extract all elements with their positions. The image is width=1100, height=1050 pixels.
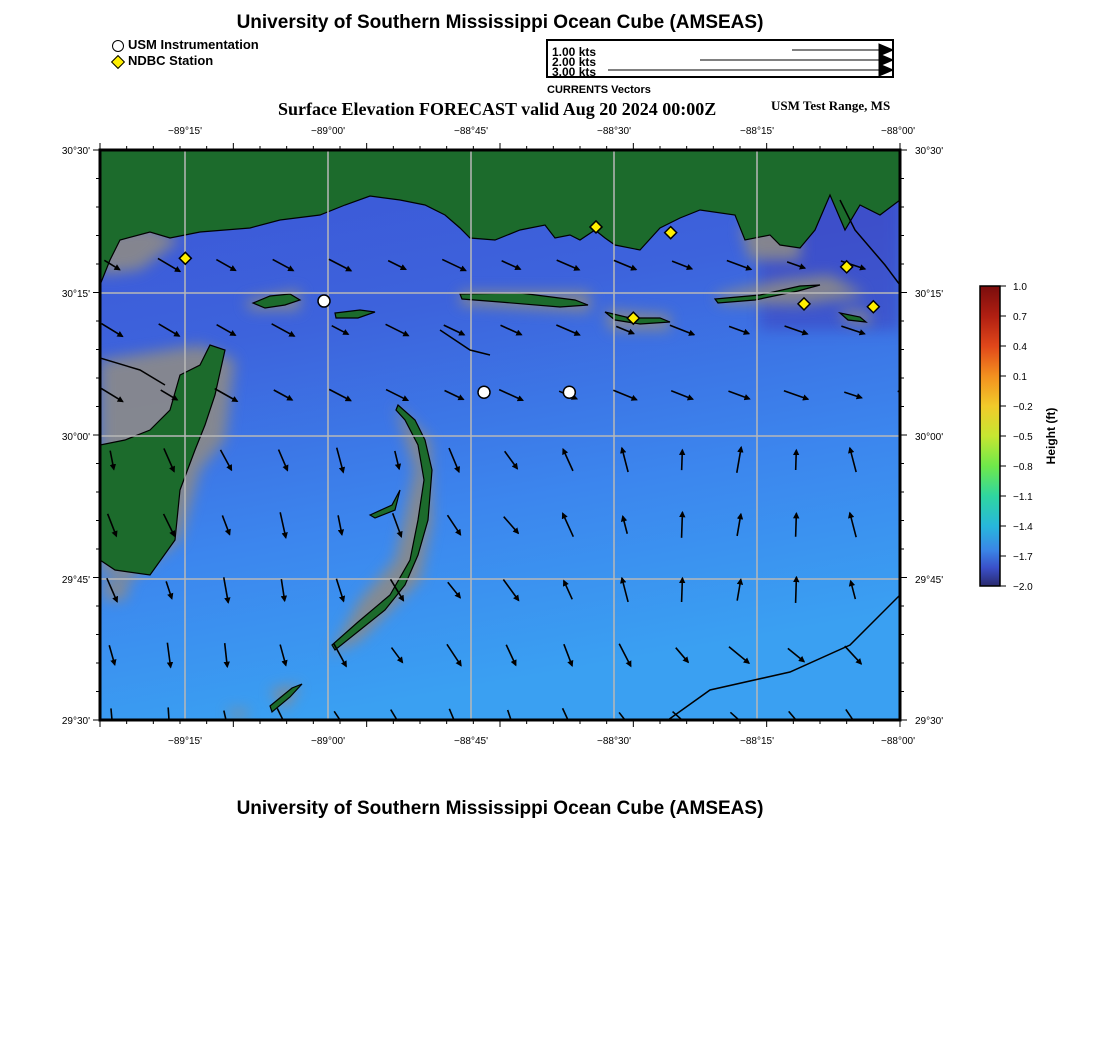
current-vector (796, 450, 797, 470)
colorbar-tick: −1.7 (1013, 552, 1033, 563)
current-vector (905, 449, 915, 471)
map-area (100, 150, 922, 733)
page-title: University of Southern Mississippi Ocean Cube (AMSEAS) (236, 12, 764, 33)
current-vector (899, 262, 921, 269)
usm-station-marker[interactable] (318, 295, 330, 307)
lat-label: 29°45' (915, 575, 944, 586)
lon-label: −88°00' (881, 736, 915, 747)
colorbar-title: Height (ft) (1044, 407, 1058, 465)
vector-scale-caption: CURRENTS Vectors (547, 84, 651, 96)
lat-label: 29°30' (61, 716, 90, 727)
lon-label: −88°00' (881, 126, 915, 137)
scale-label-2: 2.00 kts (552, 55, 597, 69)
lon-label: −89°00' (311, 736, 345, 747)
colorbar-tick: −1.4 (1013, 522, 1033, 533)
page-title-bottom: University of Southern Mississippi Ocean Cube (AMSEAS) (236, 798, 764, 819)
usm-station-marker[interactable] (478, 386, 490, 398)
lon-label: −89°15' (168, 126, 202, 137)
colorbar-tick: 1.0 (1013, 282, 1027, 293)
colorbar-tick: −2.0 (1013, 582, 1033, 593)
lon-label: −88°15' (740, 126, 774, 137)
colorbar-tick: −0.2 (1013, 402, 1033, 413)
colorbar-tick: −1.1 (1013, 492, 1033, 503)
current-vector (903, 645, 918, 665)
lat-label: 30°00' (61, 432, 90, 443)
lat-label: 30°15' (915, 289, 944, 300)
lon-label: −88°45' (454, 126, 488, 137)
current-vector (682, 512, 683, 538)
current-vector (905, 578, 916, 601)
lon-labels-top (168, 126, 915, 137)
colorbar-bar (980, 286, 1000, 586)
lat-label: 29°45' (61, 575, 90, 586)
lon-labels-bottom (168, 736, 915, 747)
map-title: Surface Elevation FORECAST valid Aug 20 2024 00:00Z (278, 99, 717, 119)
colorbar-tick: 0.1 (1013, 372, 1027, 383)
lat-label: 30°15' (61, 289, 90, 300)
colorbar-tick: 0.7 (1013, 312, 1027, 323)
lat-label: 30°30' (915, 146, 944, 157)
legend-ndbc-label: NDBC Station (128, 53, 214, 68)
current-vector (900, 327, 920, 333)
lat-labels-right (915, 146, 943, 727)
colorbar-tick: −0.5 (1013, 432, 1033, 443)
lon-label: −88°30' (597, 736, 631, 747)
scale-label-1: 1.00 kts (552, 45, 597, 59)
lat-label: 29°30' (915, 716, 944, 727)
current-vector (682, 450, 683, 470)
current-vector (906, 516, 914, 534)
scale-label-3: 3.00 kts (552, 65, 597, 79)
lat-label: 30°30' (61, 146, 90, 157)
current-vector (796, 577, 797, 603)
colorbar-tick: 0.4 (1013, 342, 1027, 353)
lon-label: −88°45' (454, 736, 488, 747)
lon-label: −88°30' (597, 126, 631, 137)
lat-label: 30°00' (915, 432, 944, 443)
current-vector (682, 578, 683, 602)
lon-label: −89°00' (311, 126, 345, 137)
lon-label: −89°15' (168, 736, 202, 747)
legend-usm-label: USM Instrumentation (128, 37, 259, 52)
current-vector (796, 513, 797, 536)
colorbar (980, 282, 1058, 593)
lon-label: −88°15' (740, 736, 774, 747)
colorbar-tick: −0.8 (1013, 462, 1033, 473)
usm-station-marker[interactable] (563, 386, 575, 398)
range-label: USM Test Range, MS (771, 98, 891, 113)
lat-labels-left (62, 146, 90, 727)
